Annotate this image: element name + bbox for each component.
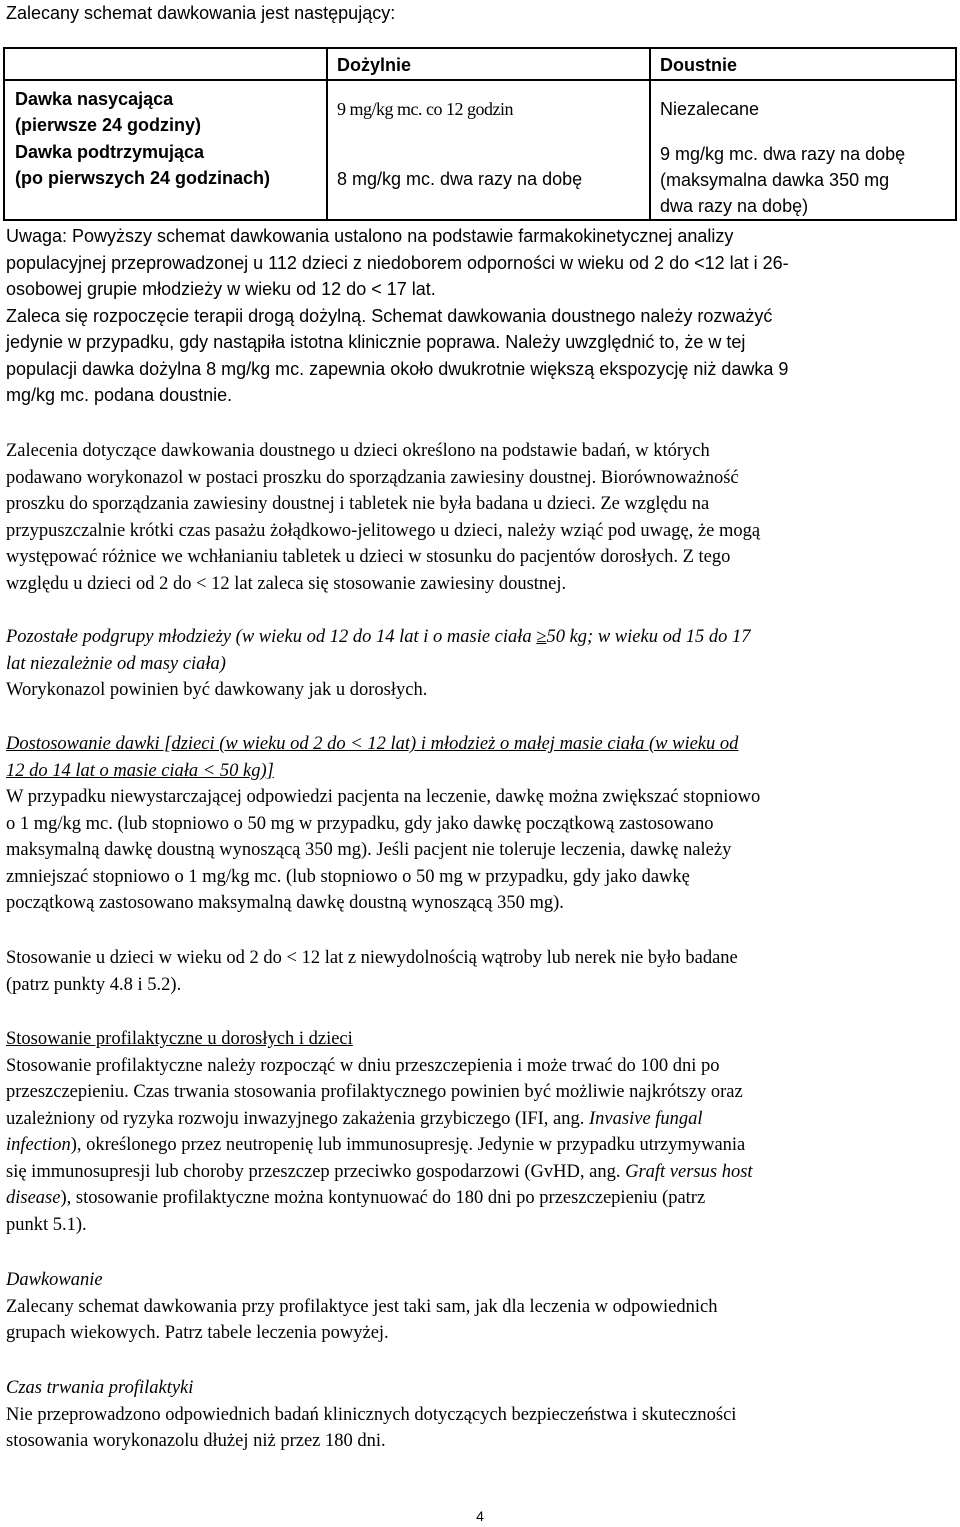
header-iv: Dożylnie	[337, 55, 412, 75]
note-line: populacyjnej przeprowadzonej u 112 dzieci z niedoborem odporności w wieku od 2 do <12 lat i 26-	[6, 252, 789, 273]
note-line: jedynie w przypadku, gdy nastąpiła istotna klinicznie poprawa. Należy uwzględnić to, że w tej	[6, 332, 746, 352]
paragraph-line: Stosowanie u dzieci w wieku od 2 do < 12 lat z niewydolnością wątroby lub nerek nie było badane	[6, 948, 738, 968]
row-maintenance-oral	[660, 141, 905, 219]
text-run: ), określonego przez neutropenię lub immunosupresję. Jedynie w przypadku utrzymywania	[70, 1135, 746, 1155]
row-maintenance-label-line2: (po pierwszych 24 godzinach)	[15, 168, 271, 188]
paragraph-line	[6, 1132, 956, 1159]
row-maintenance-label	[15, 139, 270, 191]
row-loading-iv: 9 mg/kg mc. co 12 godzin	[337, 99, 513, 119]
paragraph-line: zmniejszać stopniowo o 1 mg/kg mc. (lub stopniowo o 50 mg w przypadku, gdy jako dawkę	[6, 866, 690, 887]
dosing-heading: Dawkowanie	[6, 1270, 103, 1290]
adolescents-heading-line1	[6, 624, 956, 651]
text-run: uzależniony od ryzyka rozwoju inwazyjnego zakażenia grzybiczego (IFI, ang.	[6, 1108, 590, 1129]
table-divider-col1	[326, 49, 328, 219]
paragraph-line	[6, 1185, 956, 1212]
row-loading-oral: Niezalecane	[660, 99, 760, 119]
paragraph-adolescents	[6, 624, 956, 704]
paragraph-line: występować różnice we wchłanianiu tabletek u dzieci w stosunku do pacjentów dorosłych. Z tego	[6, 547, 731, 567]
note-line: mg/kg mc. podana doustnie.	[6, 385, 233, 405]
paragraph-line: punkt 5.1).	[6, 1214, 87, 1235]
paragraph-line: względu u dzieci od 2 do < 12 lat zaleca się stosowanie zawiesiny doustnej.	[6, 573, 567, 594]
paragraph-oral-dosing	[6, 438, 956, 597]
paragraph-line: przypuszczalnie krótki czas pasażu żołądkowo-jelitowego u dzieci, należy wziąć pod uwagę, że mogą	[6, 520, 761, 541]
heading-text: Pozostałe podgrupy młodzieży (w wieku od 12 do 14 lat i o masie ciała	[6, 627, 537, 647]
paragraph-line: W przypadku niewystarczającej odpowiedzi pacjenta na leczenie, dawkę można zwiększać stopniowo	[6, 787, 761, 807]
paragraph-line: maksymalną dawkę doustną wynoszącą 350 mg). Jeśli pacjent nie toleruje leczenia, dawkę należy	[6, 840, 732, 860]
paragraph-line: Stosowanie profilaktyczne należy rozpocząć w dniu przeszczepienia i może trwać do 100 dni po	[6, 1055, 720, 1076]
note-line: osobowej grupie młodzieży w wieku od 12 do < 17 lat.	[6, 279, 436, 299]
row-loading-label-line2: (pierwsze 24 godziny)	[15, 115, 202, 135]
adolescents-body: Worykonazol powinien być dawkowany jak u dorosłych.	[6, 680, 428, 700]
note-line: Uwaga: Powyższy schemat dawkowania ustalono na podstawie farmakokinetycznej analizy	[6, 226, 734, 246]
italic-term: disease	[6, 1188, 61, 1208]
note-line: populacji dawka dożylna 8 mg/kg mc. zapewnia około dwukrotnie większą ekspozycję niż dawka 9	[6, 358, 789, 379]
dose-adjustment-heading-line2: 12 do 14 lat o masie ciała < 50 kg)]	[6, 760, 274, 781]
paragraph-dosing	[6, 1267, 956, 1347]
paragraph-line: Nie przeprowadzono odpowiednich badań klinicznych dotyczących bezpieczeństwa i skuteczności	[6, 1404, 737, 1425]
paragraph-hepatic-renal	[6, 945, 956, 998]
paragraph-line	[6, 1159, 956, 1186]
prophylaxis-heading: Stosowanie profilaktyczne u dorosłych i dzieci	[6, 1029, 353, 1049]
paragraph-prophylaxis	[6, 1026, 956, 1238]
italic-term: Invasive fungal	[589, 1108, 703, 1129]
italic-term: infection	[6, 1135, 71, 1155]
paragraph-line: przeszczepieniu. Czas trwania stosowania profilaktycznego powinien być możliwie najkrótszy oraz	[6, 1082, 743, 1102]
row-maintenance-oral-line2: (maksymalna dawka 350 mg	[660, 170, 890, 190]
header-oral: Doustnie	[660, 55, 738, 75]
row-loading-label-line1: Dawka nasycająca	[15, 89, 174, 109]
paragraph-line: grupach wiekowych. Patrz tabele leczenia powyżej.	[6, 1323, 389, 1343]
paragraph-duration	[6, 1375, 956, 1455]
table-divider-header	[5, 79, 955, 81]
paragraph-line: podawano worykonazol w postaci proszku do sporządzania zawiesiny doustnej. Biorównoważność	[6, 467, 739, 488]
row-maintenance-iv: 8 mg/kg mc. dwa razy na dobę	[337, 169, 583, 189]
paragraph-line	[6, 1106, 956, 1133]
intro-text: Zalecany schemat dawkowania jest następujący:	[6, 3, 396, 23]
paragraph-line: Zalecany schemat dawkowania przy profilaktyce jest taki sam, jak dla leczenia w odpowiednich	[6, 1296, 718, 1317]
paragraph-line: o 1 mg/kg mc. (lub stopniowo o 50 mg w przypadku, gdy jako dawkę początkową zastosowano	[6, 813, 714, 834]
text-run: ), stosowanie profilaktyczne można kontynuować do 180 dni po przeszczepieniu (patrz	[60, 1188, 706, 1208]
ge-sign: ≥	[536, 627, 547, 647]
row-maintenance-oral-line3: dwa razy na dobę)	[660, 196, 809, 216]
paragraph-dose-adjustment	[6, 731, 956, 917]
dose-adjustment-heading-line1: Dostosowanie dawki [dzieci (w wieku od 2 do < 12 lat) i młodzież o małej masie ciała (w wieku od	[6, 734, 739, 754]
heading-text: 50 kg; w wieku od 15 do 17	[546, 627, 751, 647]
row-maintenance-oral-line1: 9 mg/kg mc. dwa razy na dobę	[660, 144, 906, 164]
dosage-table	[3, 47, 957, 221]
paragraph-line: (patrz punkty 4.8 i 5.2).	[6, 974, 182, 995]
paragraph-line: Zalecenia dotyczące dawkowania doustnego u dzieci określono na podstawie badań, w których	[6, 441, 710, 461]
paragraph-line: stosowania worykonazolu dłużej niż przez 180 dni.	[6, 1431, 386, 1451]
row-loading-label	[15, 86, 201, 138]
row-maintenance-label-line1: Dawka podtrzymująca	[15, 142, 205, 162]
text-run: się immunosupresji lub choroby przeszczep przeciwko gospodarzowi (GvHD, ang.	[6, 1161, 626, 1182]
adolescents-heading-line2: lat niezależnie od masy ciała)	[6, 653, 226, 674]
table-divider-col2	[649, 49, 651, 219]
paragraph-line: proszku do sporządzania zawiesiny doustnej i tabletek nie była badana u dzieci. Ze względu na	[6, 494, 710, 514]
page-number: 4	[476, 1508, 484, 1524]
note-line: Zaleca się rozpoczęcie terapii drogą dożylną. Schemat dawkowania doustnego należy rozważyć	[6, 305, 773, 326]
table-note	[6, 223, 956, 409]
italic-term: Graft versus host	[625, 1161, 753, 1182]
duration-heading: Czas trwania profilaktyki	[6, 1378, 194, 1398]
paragraph-line: początkową zastosowano maksymalną dawkę doustną wynoszącą 350 mg).	[6, 893, 564, 913]
